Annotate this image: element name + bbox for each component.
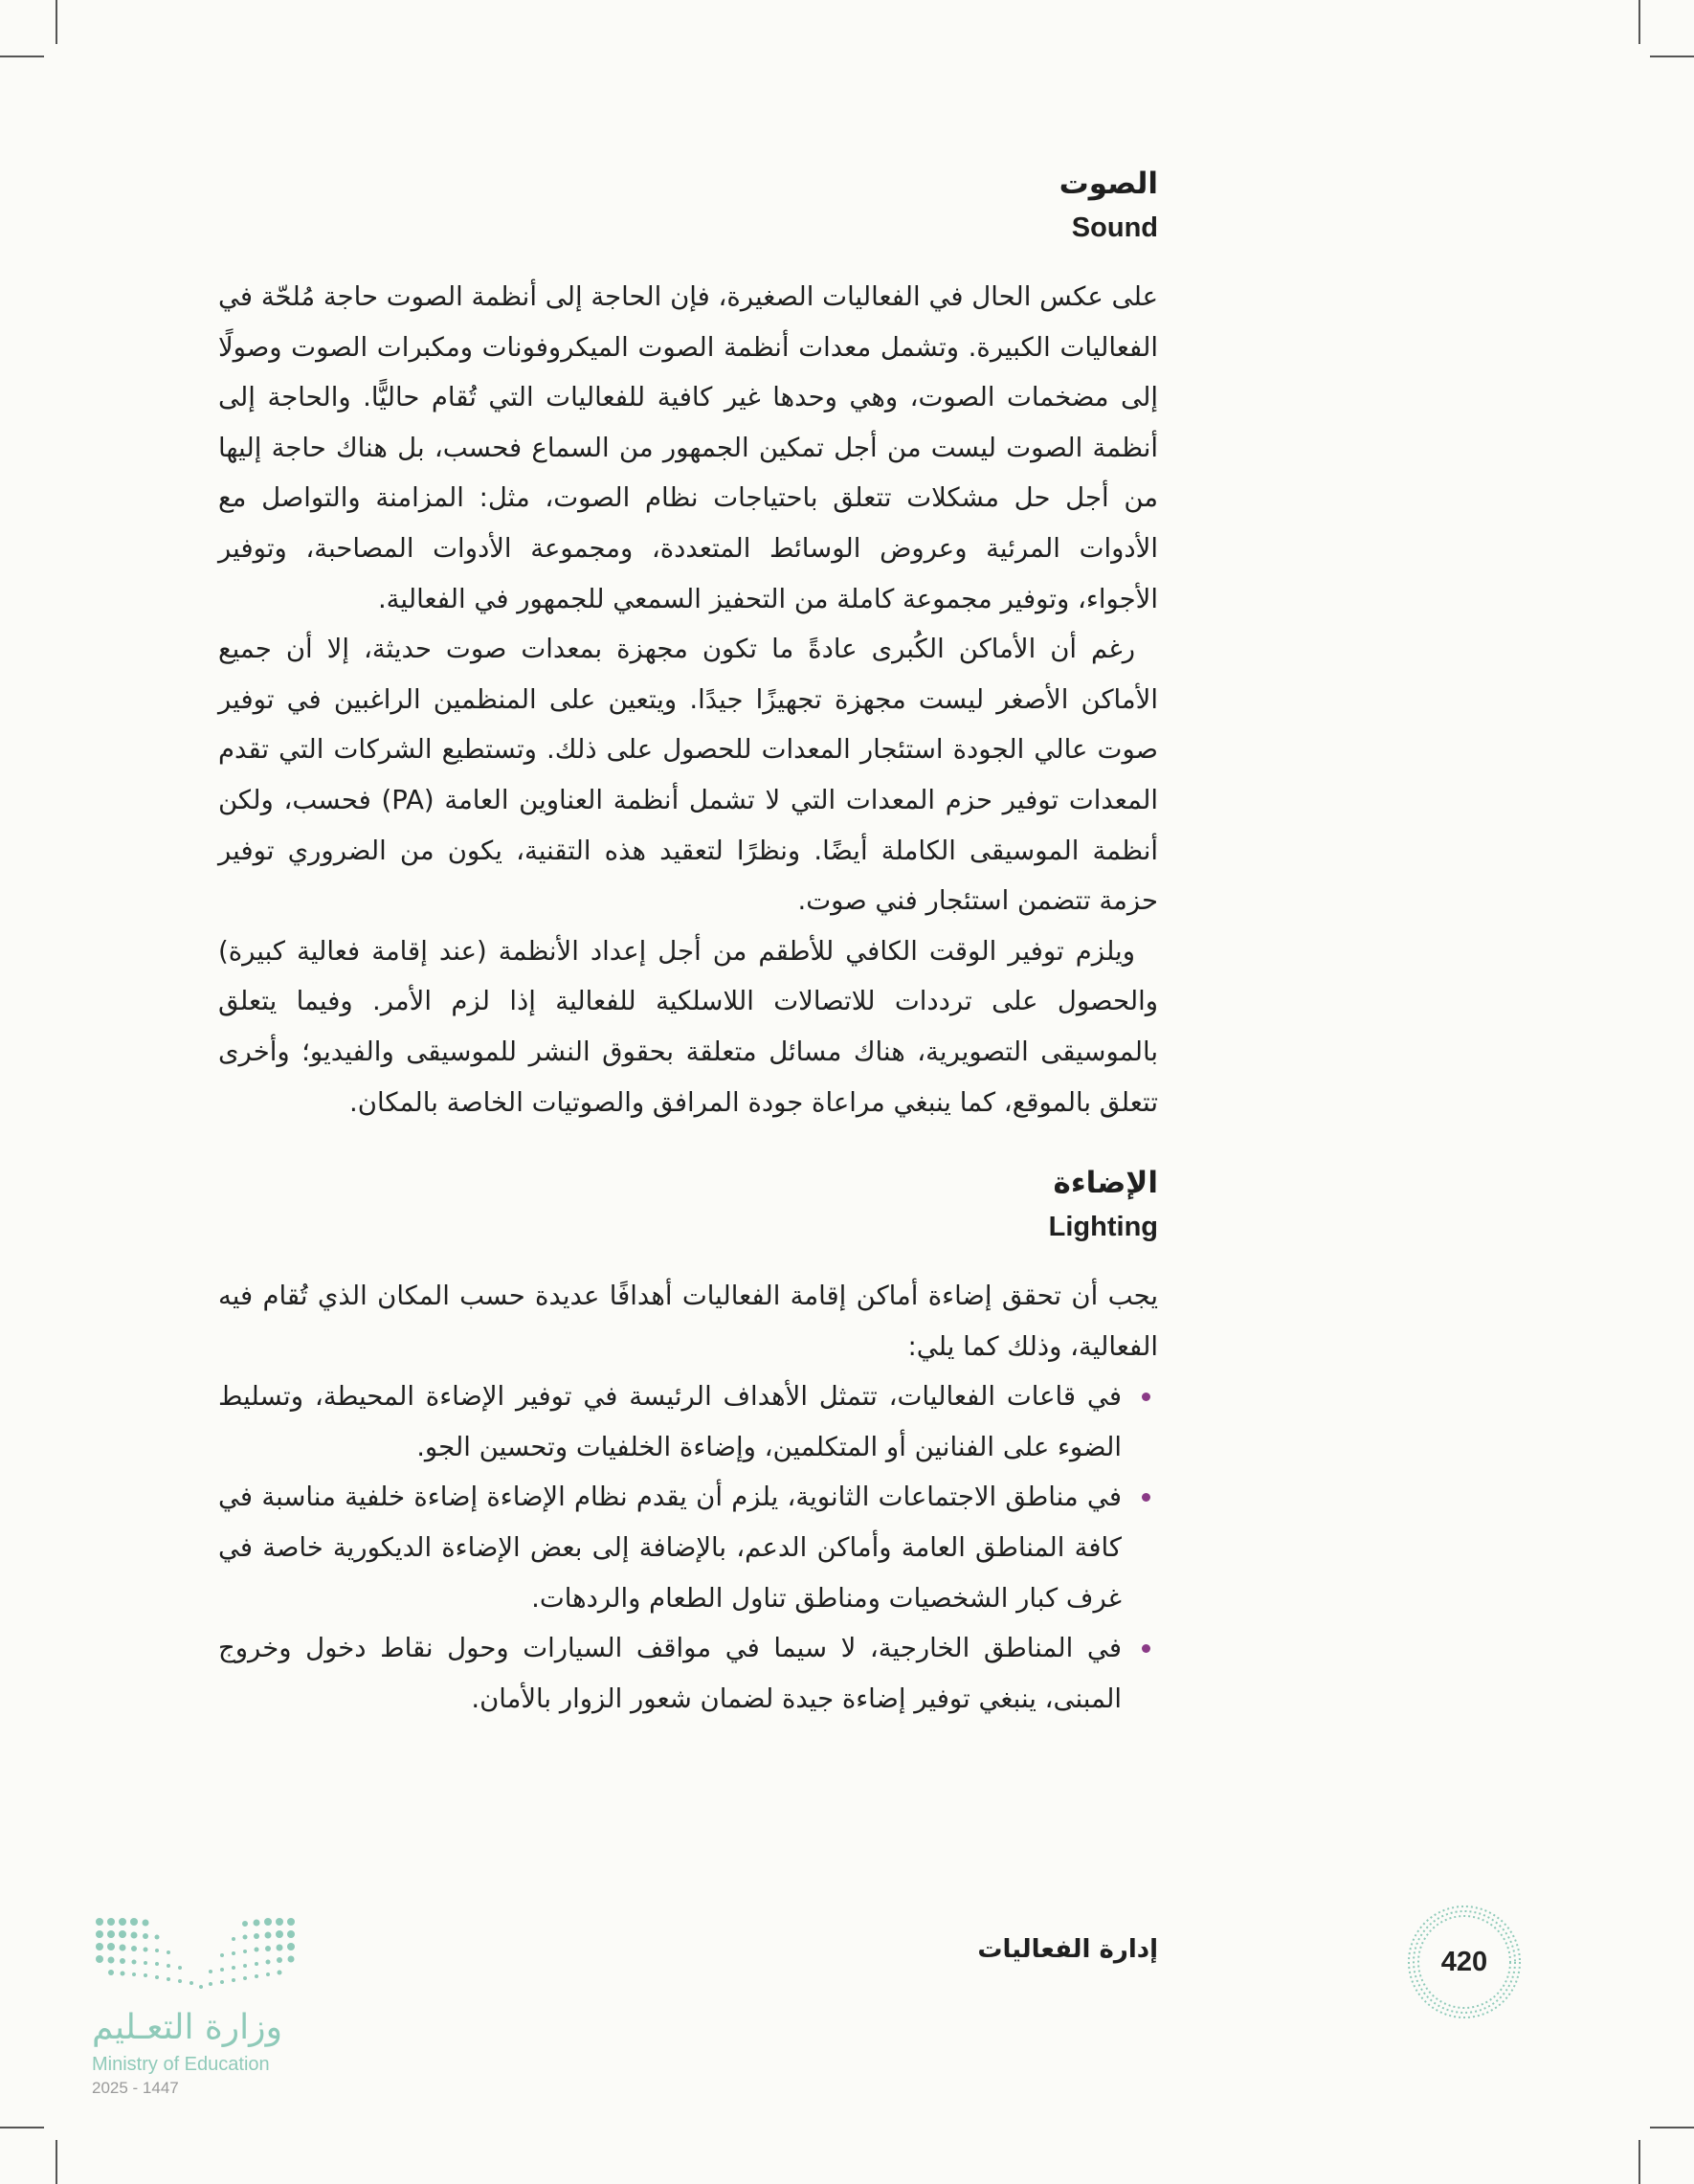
lighting-bullet-list [218, 1371, 1158, 1724]
page-number-badge [1405, 1903, 1524, 2021]
crop-mark [56, 2140, 57, 2184]
sound-body [218, 272, 1158, 1127]
list-item-text: في المناطق الخارجية، لا سيما في مواقف السيارات وحول نقاط دخول وخروج المبنى، ينبغي توفير إضاءة جيدة لضمان شعور الزوار بالأمان. [218, 1633, 1122, 1714]
ministry-name-ar: وزارة التعـليم [92, 2008, 282, 2047]
bullet-icon [1142, 1393, 1150, 1401]
crop-mark [0, 2127, 44, 2128]
section-sound [218, 163, 1158, 1127]
sound-paragraph-1: على عكس الحال في الفعاليات الصغيرة، فإن الحاجة إلى أنظمة الصوت حاجة مُلحّة في الفعاليات الكبيرة. وتشمل معدات أنظمة الصوت الميكروفونات ومكبرات الصوت وصولًا إلى مضخمات الصوت، وهي وحدها غير كافية للفعاليات التي تُقام حاليًّا. والحاجة إلى أنظمة الصوت ليست من أجل تمكين الجمهور من السماع فحسب، بل هناك حاجة إليها من أجل حل مشكلات تتعلق باحتياجات نظام الصوت، مثل: المزامنة والتواصل مع الأدوات المرئية وعروض الوسائط المتعددة، ومجموعة الأدوات المصاحبة، وتوفير الأجواء، وتوفير مجموعة كاملة من التحفيز السمعي للجمهور في الفعالية. [218, 281, 1158, 614]
list-item-text: في مناطق الاجتماعات الثانوية، يلزم أن يقدم نظام الإضاءة إضاءة خلفية مناسبة في كافة المناطق العامة وأماكن الدعم، بالإضافة إلى بعض الإضاءة الديكورية خاصة في غرف كبار الشخصيات ومناطق تناول الطعام والردهات. [218, 1482, 1122, 1614]
crop-mark [1638, 0, 1640, 44]
crop-mark [1650, 2127, 1694, 2128]
ministry-dots-icon [92, 1914, 302, 2000]
sound-paragraph-3: ويلزم توفير الوقت الكافي للأطقم من أجل إعداد الأنظمة (عند إقامة فعالية كبيرة) والحصول على ترددات للاتصالات اللاسلكية للفعالية إذا لزم الأمر. وفيما يتعلق بالموسيقى التصويرية، هناك مسائل متعلقة بحقوق النشر للموسيقى والفيديو؛ وأخرى تتعلق بالموقع، كما ينبغي مراعاة جودة المرافق والصوتيات الخاصة بالمكان. [218, 935, 1158, 1118]
list-item-text: في قاعات الفعاليات، تتمثل الأهداف الرئيسة في توفير الإضاءة المحيطة، وتسليط الضوء على الفنانين أو المتكلمين، وإضاءة الخلفيات وتحسين الجو. [218, 1381, 1122, 1462]
ministry-logo [92, 1914, 312, 2097]
ministry-name-en: Ministry of Education [92, 2054, 270, 2075]
page-number: 420 [1440, 1946, 1488, 1977]
bullet-icon [1142, 1644, 1150, 1653]
list-item [218, 1371, 1158, 1472]
lighting-intro: يجب أن تحقق إضاءة أماكن إقامة الفعاليات أهدافًا عديدة حسب المكان الذي تُقام فيه الفعالية، وذلك كما يلي: [218, 1281, 1158, 1362]
section-lighting [218, 1162, 1158, 1724]
crop-mark [0, 56, 44, 57]
ministry-year: 2025 - 1447 [92, 2079, 179, 2097]
lighting-heading-en: Lighting [1048, 1212, 1158, 1243]
sound-heading-ar: الصوت [1059, 167, 1158, 201]
book-title: إدارة الفعاليات [977, 1935, 1158, 1964]
bullet-icon [1142, 1493, 1150, 1502]
list-item [218, 1623, 1158, 1724]
page-content [218, 163, 1158, 1724]
list-item [218, 1472, 1158, 1623]
lighting-heading-ar: الإضاءة [1053, 1166, 1158, 1201]
lighting-body [218, 1271, 1158, 1724]
crop-mark [1638, 2140, 1640, 2184]
crop-mark [1650, 56, 1694, 57]
sound-paragraph-2: رغم أن الأماكن الكُبرى عادةً ما تكون مجهزة بمعدات صوت حديثة، إلا أن جميع الأماكن الأصغر ليست مجهزة تجهيزًا جيدًا. ويتعين على المنظمين الراغبين في توفير صوت عالي الجودة استئجار المعدات للحصول على ذلك. وتستطيع الشركات التي تقدم المعدات توفير حزم المعدات التي لا تشمل أنظمة العناوين العامة (PA) فحسب، ولكن أنظمة الموسيقى الكاملة أيضًا. ونظرًا لتعقيد هذه التقنية، يكون من الضروري توفير حزمة تتضمن استئجار فني صوت. [218, 634, 1158, 917]
crop-mark [56, 0, 57, 44]
sound-heading-en: Sound [1071, 212, 1158, 243]
